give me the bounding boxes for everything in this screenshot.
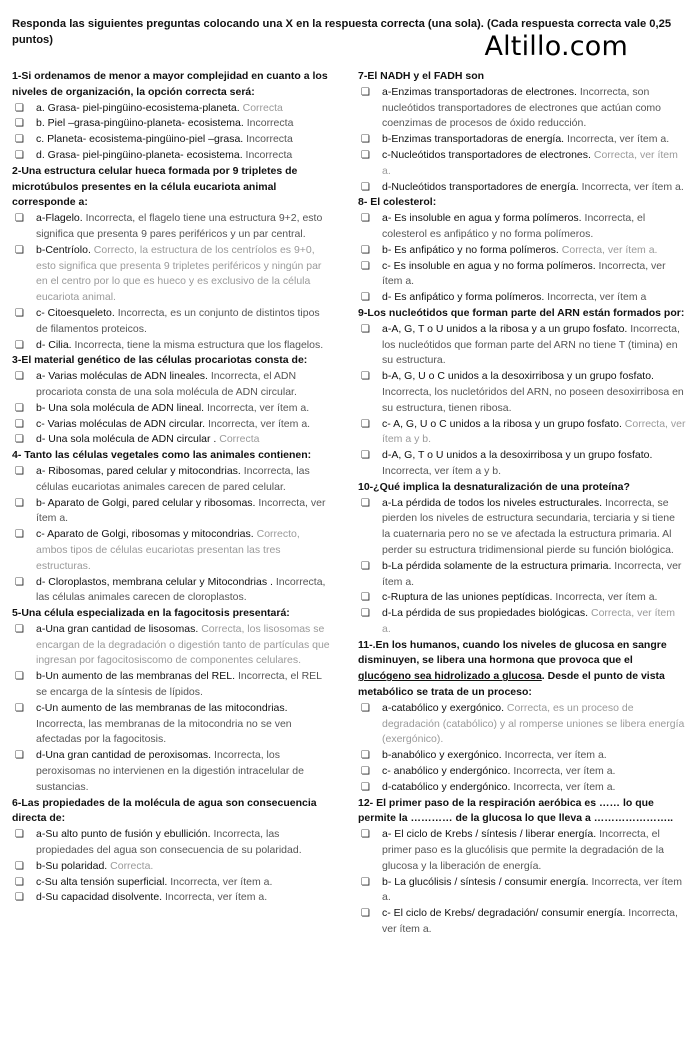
option-text: b- La glucólisis / síntesis / consumir energía.: [382, 875, 589, 888]
question-text: 12- El primer paso de la respiración aeróbica es …… lo que permite la ………… de la glucosa lo que lleva a …………………..: [358, 796, 674, 825]
option-text: b-anabólico y exergónico.: [382, 749, 502, 762]
option-text: c- A, G, U o C unidos a la ribosa y un grupo fosfato.: [382, 417, 622, 430]
option-text: a- Es insoluble en agua y forma polímeros.: [382, 212, 582, 225]
checkbox-icon[interactable]: ❏: [15, 307, 24, 319]
option-feedback: Incorrecta, ver ítem a.: [36, 496, 326, 525]
checkbox-icon[interactable]: ❏: [15, 892, 24, 904]
option-text: a-Su alto punto de fusión y ebullición.: [36, 828, 211, 841]
checkbox-icon[interactable]: ❏: [15, 402, 24, 414]
option-text: b-Un aumento de las membranas del REL.: [36, 670, 236, 683]
question-text: 9-Los nucleótidos que forman parte del ARN están formados por:: [358, 306, 685, 319]
option-feedback: Incorrecta, los nucleótidos que forman parte del ARN no tiene T (timina) en su estructura.: [382, 322, 680, 367]
question-9: [358, 306, 686, 322]
checkbox-icon[interactable]: ❏: [361, 560, 370, 572]
question-10: [358, 480, 686, 496]
checkbox-icon[interactable]: ❏: [361, 323, 370, 335]
option-text: c. Planeta- ecosistema-pingüino-piel –grasa.: [36, 133, 244, 146]
option-text: d- Cloroplastos, membrana celular y Mitocondrias .: [36, 575, 273, 588]
answer-option[interactable]: [12, 859, 334, 875]
option-feedback: Incorrecta, ver ítem a.: [567, 133, 670, 146]
option-feedback: Incorrecta, las membranas de la mitocondria no se ven afectadas por la fagocitosis.: [36, 717, 292, 746]
question-text: 2-Una estructura celular hueca formada por 9 tripletes de microtúbulos presentes en la célula eucariota animal corresponde a:: [12, 164, 298, 209]
option-text: a- Varias moléculas de ADN lineales.: [36, 370, 208, 383]
answer-option[interactable]: [12, 132, 334, 148]
option-feedback: Correcta.: [110, 859, 154, 872]
answer-option[interactable]: [358, 780, 686, 796]
checkbox-icon[interactable]: ❏: [361, 750, 370, 762]
option-feedback: Incorrecta, ver ítem a.: [207, 401, 310, 414]
question-12: [358, 796, 686, 828]
option-feedback: Incorrecta, los nucletóridos del ARN, no poseen desoxirribosa en su estructura, tienen ribosa.: [382, 385, 684, 414]
question-text: 5-Una célula especializada en la fagocitosis presentará:: [12, 607, 290, 620]
option-feedback: Incorrecta, las células animales carecen de cloroplastos.: [36, 575, 326, 604]
checkbox-icon[interactable]: ❏: [361, 292, 370, 304]
checkbox-icon[interactable]: ❏: [361, 592, 370, 604]
answer-option[interactable]: [358, 448, 686, 480]
instructions: Responda las siguientes preguntas colocando una X en la respuesta correcta (una sola). (Cada respuesta correcta vale 0,25 puntos): [12, 18, 672, 46]
option-text: d-Nucleótidos transportadores de energía.: [382, 180, 579, 193]
checkbox-icon[interactable]: ❏: [15, 465, 24, 477]
answer-option[interactable]: [358, 180, 686, 196]
checkbox-icon[interactable]: ❏: [15, 118, 24, 130]
question-text: 4- Tanto las células vegetales como las animales contienen:: [12, 449, 312, 462]
option-feedback: Incorrecta, ver ítem a.: [382, 559, 682, 588]
answer-option[interactable]: [358, 748, 686, 764]
option-feedback: Incorrecta, el REL se encarga de la síntesis de lípidos.: [36, 670, 322, 699]
option-text: d. Grasa- piel-pingüino-planeta- ecosistema.: [36, 148, 243, 161]
checkbox-icon[interactable]: ❏: [15, 876, 24, 888]
question-4: [12, 448, 334, 464]
answer-option[interactable]: [358, 211, 686, 243]
option-feedback: Incorrecta, ver ítem a.: [555, 591, 658, 604]
answer-option[interactable]: [12, 748, 334, 795]
answer-option[interactable]: [358, 243, 686, 259]
checkbox-icon[interactable]: ❏: [15, 244, 24, 256]
option-feedback: Correcta, es un proceso de degradación (catabólico) y al romperse uniones se libera energía (exergónico).: [382, 701, 685, 746]
option-text: d-La pérdida de sus propiedades biológicas.: [382, 607, 589, 620]
checkbox-icon[interactable]: ❏: [361, 908, 370, 920]
question-7: [358, 69, 686, 85]
answer-option[interactable]: [358, 764, 686, 780]
checkbox-icon[interactable]: ❏: [361, 781, 370, 793]
answer-option[interactable]: [12, 669, 334, 701]
option-feedback: Incorrecta, ver ítem a.: [382, 259, 666, 288]
option-feedback: Incorrecta: [246, 133, 293, 146]
checkbox-icon[interactable]: ❏: [361, 450, 370, 462]
answer-option[interactable]: [12, 827, 334, 859]
answer-option[interactable]: [12, 116, 334, 132]
option-text: c- Aparato de Golgi, ribosomas y mitocondrias.: [36, 528, 254, 541]
answer-option[interactable]: [12, 243, 334, 306]
option-text: d-catabólico y endergónico.: [382, 780, 511, 793]
checkbox-icon[interactable]: ❏: [361, 86, 370, 98]
option-feedback: Incorrecta, es un conjunto de distintos tipos de filamentos proteicos.: [36, 306, 320, 335]
option-feedback: Incorrecta: [246, 117, 294, 130]
option-feedback: Incorrecta, el colesterol es anfipático y no forma polímeros.: [382, 212, 646, 240]
answer-option[interactable]: [358, 590, 686, 606]
question-2: [12, 164, 334, 211]
option-text: c-Nucleótidos transportadores de electrones.: [382, 148, 591, 161]
question-text: 6-Las propiedades de la molécula de agua son consecuencia directa de:: [12, 796, 317, 825]
option-feedback: Incorrecta, el flagelo tiene una estructura 9+2, esto significa que presenta 9 pares periféricos y un par central.: [36, 212, 323, 240]
question-text: . Desde el punto de vista metabólico se trata de un proceso:: [358, 670, 665, 699]
answer-option[interactable]: [12, 527, 334, 574]
answer-option[interactable]: [358, 417, 686, 449]
option-feedback: Correcto, la estructura de los centríolos es 9+0, esto significa que presenta 9 tripletes periféricos y ningún par en el centro por lo que es hueco y es exclusivo de la célula eucariota animal.: [36, 243, 322, 304]
option-feedback: Correcta: [242, 101, 283, 114]
question-6: [12, 796, 334, 828]
option-text: d- Es anfipático y forma polímeros.: [382, 291, 545, 304]
option-text: b-A, G, U o C unidos a la desoxirribosa y un grupo fosfato.: [382, 370, 654, 383]
option-text: a-catabólico y exergónico.: [382, 701, 504, 714]
option-feedback: Correcto, ambos tipos de células eucariotas presentan las tres estructuras.: [36, 528, 300, 572]
question-3: [12, 353, 334, 369]
option-feedback: Correcta, ver ítem a y b.: [382, 417, 686, 446]
answer-option[interactable]: [358, 606, 686, 638]
checkbox-icon[interactable]: ❏: [15, 149, 24, 161]
option-text: c-Ruptura de las uniones peptídicas.: [382, 591, 553, 604]
question-text: 10-¿Qué implica la desnaturalización de una proteína?: [358, 480, 630, 493]
option-feedback: Incorrecta, ver ítem a.: [382, 907, 678, 936]
option-feedback: Incorrecta: [245, 148, 293, 161]
answer-option[interactable]: [358, 290, 686, 306]
answer-option[interactable]: [358, 148, 686, 180]
option-feedback: Incorrecta, el ADN procariota consta de una sola molécula de ADN circular.: [36, 370, 297, 398]
site-logo: Altillo.com: [484, 31, 628, 62]
option-feedback: Incorrecta, ver ítem a.: [165, 891, 268, 904]
option-feedback: Incorrecta, ver ítem a.: [170, 875, 273, 888]
option-text: c- Varias moléculas de ADN circular.: [36, 417, 206, 430]
option-text: b- Es anfipático y no forma polímeros.: [382, 243, 559, 256]
option-feedback: Incorrecta, ver ítem a y b.: [382, 464, 502, 477]
checkbox-icon[interactable]: ❏: [361, 149, 370, 161]
option-feedback: Incorrecta, los peroxisomas no intervienen en la digestión intracelular de sustancias.: [36, 749, 304, 793]
option-feedback: Incorrecta, ver ítem a.: [504, 749, 607, 762]
option-text: b. Piel –grasa-pingüino-planeta- ecosistema.: [36, 117, 244, 130]
answer-option[interactable]: [12, 306, 334, 338]
checkbox-icon[interactable]: ❏: [15, 829, 24, 841]
checkbox-icon[interactable]: ❏: [15, 434, 24, 446]
checkbox-icon[interactable]: ❏: [15, 213, 24, 225]
checkbox-icon[interactable]: ❏: [361, 213, 370, 225]
answer-option[interactable]: [12, 875, 334, 891]
checkbox-icon[interactable]: ❏: [15, 623, 24, 635]
answer-option[interactable]: [358, 559, 686, 591]
checkbox-icon[interactable]: ❏: [361, 702, 370, 714]
option-text: d- Una sola molécula de ADN circular .: [36, 433, 217, 446]
option-feedback: Incorrecta, ver ítem a.: [382, 875, 682, 904]
option-text: c- Citoesqueleto.: [36, 306, 115, 319]
answer-option[interactable]: [12, 401, 334, 417]
answer-option[interactable]: [12, 464, 334, 496]
checkbox-icon[interactable]: ❏: [361, 244, 370, 256]
checkbox-icon[interactable]: ❏: [361, 134, 370, 146]
option-feedback: Correcta, los lisosomas se encargan de la degradación o digestión tanto de partículas que ingresan por fagocitosiscomo de componentes celulares.: [36, 622, 330, 667]
option-text: d-A, G, T o U unidos a la desoxirribosa y un grupo fosfato.: [382, 449, 653, 462]
checkbox-icon[interactable]: ❏: [361, 829, 370, 841]
option-feedback: Correcta, ver ítem a.: [561, 243, 658, 256]
checkbox-icon[interactable]: ❏: [15, 860, 24, 872]
option-text: d-Su capacidad disolvente.: [36, 891, 163, 904]
checkbox-icon[interactable]: ❏: [15, 671, 24, 683]
option-feedback: Incorrecta, ver ítem a.: [513, 765, 616, 778]
checkbox-icon[interactable]: ❏: [361, 608, 370, 620]
question-11: [358, 638, 686, 701]
checkbox-icon[interactable]: ❏: [361, 371, 370, 383]
option-text: a- El ciclo de Krebs / síntesis / liberar energía.: [382, 828, 597, 841]
option-text: b-Centríolo.: [36, 243, 91, 256]
checkbox-icon[interactable]: ❏: [361, 876, 370, 888]
answer-option[interactable]: [12, 496, 334, 528]
checkbox-icon[interactable]: ❏: [15, 102, 24, 114]
option-feedback: Incorrecta, las propiedades del agua son consecuencia de su polaridad.: [36, 828, 302, 857]
option-text: c- anabólico y endergónico.: [382, 765, 511, 778]
questions-column-left: [12, 69, 334, 906]
checkbox-icon[interactable]: ❏: [361, 497, 370, 509]
checkbox-icon[interactable]: ❏: [361, 418, 370, 430]
checkbox-icon[interactable]: ❏: [15, 497, 24, 509]
answer-option[interactable]: [12, 701, 334, 748]
checkbox-icon[interactable]: ❏: [15, 576, 24, 588]
question-text: 11-.En los humanos, cuando los niveles de glucosa en sangre disminuyen, se libera una hormona que provoca que el: [358, 638, 667, 667]
option-feedback: Incorrecta, ver ítem a.: [513, 780, 616, 793]
answer-option[interactable]: [12, 211, 334, 243]
option-text: a-La pérdida de todos los niveles estructurales.: [382, 496, 603, 509]
answer-option[interactable]: [358, 259, 686, 291]
answer-option[interactable]: [358, 132, 686, 148]
answer-option[interactable]: [358, 85, 686, 132]
checkbox-icon[interactable]: ❏: [15, 371, 24, 383]
option-feedback: Correcta: [219, 433, 260, 446]
option-text: a-A, G, T o U unidos a la ribosa y a un grupo fosfato.: [382, 322, 628, 335]
option-text: d-Una gran cantidad de peroxisomas.: [36, 749, 212, 762]
option-feedback: Incorrecta, tiene la misma estructura que los flagelos.: [74, 338, 324, 351]
question-text: 7-El NADH y el FADH son: [358, 70, 485, 82]
option-feedback: Incorrecta, son nucleótidos transportadores de electrones que actúan como coenzimas de procesos de óxido reducción.: [382, 85, 662, 130]
checkbox-icon[interactable]: ❏: [15, 339, 24, 351]
checkbox-icon[interactable]: ❏: [361, 181, 370, 193]
option-feedback: Incorrecta, las células eucariotas animales carecen de pared celular.: [36, 464, 310, 493]
answer-option[interactable]: [358, 322, 686, 369]
answer-option[interactable]: [358, 827, 686, 874]
answer-option[interactable]: [358, 701, 686, 748]
option-text: b-Enzimas transportadoras de energía.: [382, 133, 565, 146]
answer-option[interactable]: [358, 875, 686, 907]
option-text: b- Una sola molécula de ADN lineal.: [36, 401, 205, 414]
question-5: [12, 606, 334, 622]
option-text: d- Cilia.: [36, 338, 72, 351]
questions-column-right: [358, 69, 686, 938]
checkbox-icon[interactable]: ❏: [15, 529, 24, 541]
question-8: [358, 195, 686, 211]
option-text: b-La pérdida solamente de la estructura primaria.: [382, 559, 612, 572]
checkbox-icon[interactable]: ❏: [15, 418, 24, 430]
option-text: a-Una gran cantidad de lisosomas.: [36, 622, 199, 635]
option-text: b-Su polaridad.: [36, 859, 108, 872]
question-text: 1-Si ordenamos de menor a mayor complejidad en cuanto a los niveles de organización, la opción correcta será:: [12, 70, 328, 98]
answer-option[interactable]: [12, 369, 334, 401]
answer-option[interactable]: [358, 496, 686, 559]
option-text: a-Enzimas transportadoras de electrones.: [382, 85, 577, 98]
answer-option[interactable]: [12, 417, 334, 433]
answer-option[interactable]: [12, 890, 334, 906]
option-feedback: Incorrecta, ver ítem a.: [581, 180, 684, 193]
answer-option[interactable]: [358, 906, 686, 938]
option-feedback: Incorrecta, el primer paso es la glucólisis que permite la degradación de la glucosa y la liberación de energía.: [382, 828, 664, 872]
option-feedback: Correcta, ver ítem a.: [382, 148, 678, 177]
option-feedback: Incorrecta, ver ítem a.: [207, 417, 311, 430]
question-1: [12, 69, 334, 101]
answer-option[interactable]: [12, 432, 334, 448]
answer-option[interactable]: [12, 338, 334, 354]
option-text: c-Un aumento de las membranas de las mitocondrias.: [36, 701, 288, 714]
answer-option[interactable]: [12, 101, 334, 117]
option-text: c- Es insoluble en agua y no forma polímeros.: [382, 259, 596, 272]
answer-option[interactable]: [12, 622, 334, 669]
option-feedback: Correcta, ver ítem a.: [382, 607, 676, 635]
option-text: a. Grasa- piel-pingüino-ecosistema-planeta.: [36, 101, 240, 114]
option-feedback: Incorrecta, se pierden los niveles de estructura secundaria, terciaria y si tiene la cuaternaria pero no se ve afectada la estructura primaria. Al perder su estructura tridimensional pierde su función biológica.: [382, 496, 675, 556]
question-text: glucógeno sea hidrolizado a glucosa: [358, 670, 542, 683]
question-text: 8- El colesterol:: [358, 196, 437, 209]
checkbox-icon[interactable]: ❏: [15, 134, 24, 146]
question-text: 3-El material genético de las células procariotas consta de:: [12, 354, 308, 367]
option-text: c- El ciclo de Krebs/ degradación/ consumir energía.: [382, 907, 626, 920]
option-text: b- Aparato de Golgi, pared celular y ribosomas.: [36, 496, 256, 509]
checkbox-icon[interactable]: ❏: [361, 766, 370, 778]
checkbox-icon[interactable]: ❏: [361, 260, 370, 272]
option-text: a- Ribosomas, pared celular y mitocondrias.: [36, 464, 241, 477]
checkbox-icon[interactable]: ❏: [15, 702, 24, 714]
option-text: c-Su alta tensión superficial.: [36, 875, 168, 888]
answer-option[interactable]: [358, 369, 686, 416]
option-text: a-Flagelo.: [36, 212, 83, 225]
checkbox-icon[interactable]: ❏: [15, 750, 24, 762]
option-feedback: Incorrecta, ver ítem a: [547, 291, 647, 304]
answer-option[interactable]: [12, 575, 334, 607]
answer-option[interactable]: [12, 148, 334, 164]
